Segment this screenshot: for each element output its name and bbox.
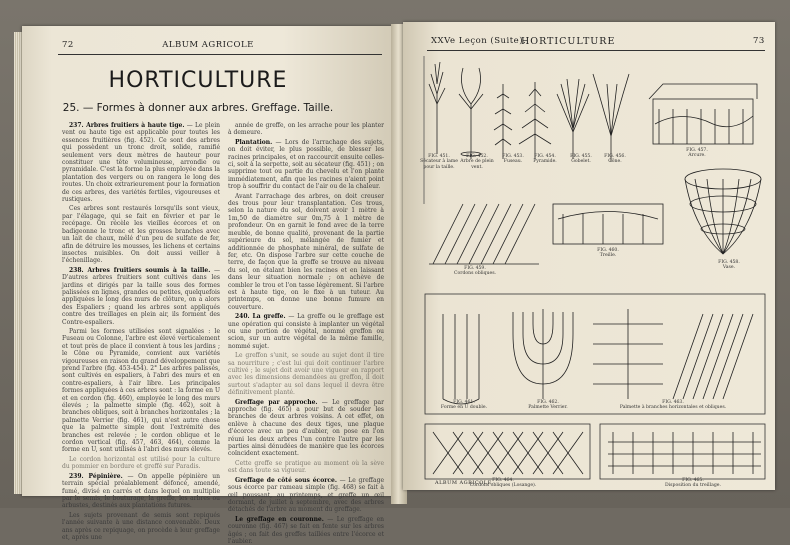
losange-cordons-illustration	[433, 432, 583, 474]
open-book	[8, 6, 782, 545]
plein-vent-tree-illustration	[429, 62, 483, 159]
paragraph: Le cordon horizontal est utilisé pour la culture du pommier en bordure et greffé sur Paradis.	[62, 455, 220, 471]
page-footer: ALBUM AGRICOLE.	[435, 480, 494, 486]
right-running-head: XXVe Leçon (Suite).	[431, 36, 527, 46]
paragraph: 238. Arbres fruitiers soumis à la taille. — D'autres arbres fruitiers sont cultivés dans les jardins et dirigés par la taille sous des formes palissées en lignes, grandes ou petites, quelquefois appliquées le long des murs de clôture, on a alors des Espaliers ; quand les arbres sont appliqués contre des treillages en plein air, ils forment des Contre-espaliers.	[62, 266, 220, 326]
paragraph: Greffage de côté sous écorce. — Le greffage sous écorce par rameau simple (fig. 468) se fait à œil poussant, au printemps, et greffe un œil dormant, de juillet à septembre, avec des arbres détachés de l'arbre au moment du greffage.	[228, 476, 385, 514]
right-page-title: HORTICULTURE	[521, 36, 616, 47]
gobelet-tree-illustration	[557, 79, 589, 159]
caption-fig-460: FIG. 460. Treille.	[597, 248, 619, 259]
caption-fig-452: FIG. 452. Arbre de plein vent.	[460, 154, 494, 170]
caption-fig-461: FIG. 461. Forme en U double.	[440, 400, 488, 411]
u-double-form-illustration	[443, 314, 479, 404]
caption-fig-457: FIG. 457. Arcure.	[686, 148, 708, 159]
paragraph: Ces arbres sont restaurés lorsqu'ils sont vieux, par l'élagage, qui se fait en février et par le recépage. On récèle les vieilles écorces et on badigeonne le tronc et les grosses branches avec un lait de chaux, mêlé d'un peu de sulfate de fer, afin de détruire les mousses, les lichens et certains insectes nuisibles. On doit aussi veiller à l'échenillage.	[62, 205, 220, 265]
caption-fig-451: FIG. 451. Sécateur à lame pour la taille.	[420, 154, 458, 170]
text-column-2	[228, 122, 385, 545]
paragraph: 237. Arbres fruitiers à haute tige. — Le plein vent ou haute tige est applicable pour toutes les essences fruitières (fig. 452). Ce sont des arbres qui possèdent un tronc droit, solide, ramifié seulement vers deux mètres de hauteur pour constituer une tête volumineuse, arrondie ou pyramidale. C'est la forme la plus employée dans la plantation des vergers ou on rangera le long des routes. Un choix extrarieurement pour la formation de ces arbres, des variétés fertiles, vigoureuses et rustiques.	[62, 122, 220, 204]
lesson-heading: 25. — Formes à donner aux arbres. Greffage. Taille.	[62, 102, 334, 114]
paragraph: année de greffe, on les arrache pour les planter à demeure.	[228, 122, 384, 137]
pyramide-tree-illustration	[519, 82, 551, 159]
header-rule	[427, 50, 765, 51]
page-title: HORTICULTURE	[108, 68, 288, 93]
paragraph: 239. Pépinière. — On appelle pépinière un terrain spécial préalablement défoncé, amendé, fumé, divisé en carrés et dans lequel on multiplie par le semis, le bouturage, la greffe, les arbres ou arbustes, destinés aux plantations futures.	[62, 472, 220, 510]
right-page-number: 73	[753, 36, 765, 46]
treille-illustration	[553, 204, 663, 244]
text-column-1	[62, 122, 220, 541]
cone-tree-illustration	[593, 74, 629, 162]
left-page-number: 72	[62, 40, 74, 50]
caption-fig-462: FIG. 462. Palmette Verrier.	[528, 400, 568, 411]
paragraph: Cette greffe se pratique au moment où la sève est dans toute sa vigueur.	[228, 459, 384, 475]
treillage-illustration	[608, 432, 761, 474]
caption-fig-456: FIG. 456. Cône.	[604, 154, 626, 165]
arcure-wall-illustration	[649, 84, 757, 144]
caption-fig-465: FIG. 465. Disposition du treillage.	[665, 478, 721, 489]
caption-fig-459: FIG. 459. Cordons obliques.	[453, 266, 497, 277]
paragraph: Greffage par approche. — Le greffage par approche (fig. 465) a pour but de souder les branches de deux arbres voisins. A cet effet, on enlève à chacune des deux tiges, une plaque d'écorce avec un peu d'aubier, on pose en l'on réuni les deux arbres l'un contre l'autre par les parties ainsi dénudées de manière que les écorces coïncident exactement.	[228, 398, 384, 458]
caption-fig-453: FIG. 453. Fuseau.	[502, 154, 524, 165]
palmette-horizontale-illustration	[593, 309, 753, 399]
palmette-verrier-illustration	[513, 309, 573, 399]
vase-illustration	[685, 169, 761, 254]
caption-fig-458: FIG. 458. Vase.	[718, 260, 740, 271]
header-rule	[58, 54, 382, 55]
caption-fig-463: FIG. 463. Palmette à branches horizontales et obliques.	[619, 400, 727, 411]
paragraph: Avant l'arrachage des arbres, on doit creuser des trous pour leur transplantation. Ces trous, selon la nature du sol, doivent avoir 1 mètre à 1m,50 de diamètre sur 0m,75 à 1 mètre de profondeur. On en garnit le fond avec de la terre meuble, de bonne qualité, provenant de la partie supérieure du sol, mélangée de fumier et additionnée de phosphate minéral, de sulfate de fer, etc. On dispose l'arbre sur cette couche de terre, de façon que la greffe se trouve au niveau du sol, on étalant bien les racines et en laissant dans leur situation normale ; on achève de combler le trou et l'on tasse légèrement. Si l'arbre est à haute tige, on le fixe à un tuteur. Au printemps, on donne une bonne fumure en couverture.	[228, 192, 384, 311]
paragraph: 240. La greffe. — La greffe ou le greffage est une opération qui consiste à implanter un végétal ou une portion de végétal, nommé greffon ou scion, sur un autre végétal de la même famille, nommé sujet.	[228, 313, 384, 350]
cordons-obliques-illustration	[429, 204, 539, 264]
caption-fig-455: FIG. 455. Gobelet.	[570, 154, 592, 165]
paragraph: Parmi les formes utilisées sont signalées : le Fuseau ou Colonne, l'arbre est élevé verticalement et tout près de place il convient à tous les jardins ; le Cône ou Pyramide, convient aux variétés vigoureuses en raison du grand développement que prend l'arbre (fig. 453-454). 2° Les arbres palissés, sont cultivés en espaliers, à l'abri des murs et en contre-espaliers, à l'air libre. Les principales formes appliquées à ces arbres sont : la forme en U et en cordon (fig. 460), employée le long des murs élevés ; la palmette simple (fig. 462), soit à branches obliques, soit à branches horizontales ; la palmette Verrier (fig. 461), qui n'est autre chose que la palmette simple dont l'extrémité des branches est relevée ; le cordon oblique et le cordon vertical (fig. 457, 463, 464), comme la forme en U, sont utilisés à l'abri des murs élevés.	[62, 327, 220, 454]
fuseau-tree-illustration	[494, 84, 512, 159]
paragraph: Plantation. — Lors de l'arrachage des sujets, on doit éviter, le plus possible, de blesser les racines principales, et on raccourcit ensuite celles-ci, soit à la serpette, soit au sécateur (fig. 451) ; on supprime tout ou partie du chevelu et l'on plante immédiatement, afin que les racines n'aient point trop à souffrir du contact de l'air ou de la chaleur.	[228, 138, 384, 191]
left-running-head: ALBUM AGRICOLE	[162, 40, 254, 50]
paragraph: Le greffon s'unit, se soude au sujet dont il tire sa nourriture ; c'est lui qui doit continuer l'arbre cultivé ; le sujet doit avoir une vigueur en rapport avec les dimensions demandées au greffon, il doit surtout s'adapter au sol dans lequel il devra être définitivement planté.	[228, 352, 384, 397]
right-page	[403, 22, 775, 490]
caption-fig-454: FIG. 454. Pyramide.	[533, 154, 557, 165]
paragraph: Les sujets provenant de semis sont repiqués l'année suivante à une distance convenable. Deux ans après ce repiquage, on procède à leur greffage et, après une	[62, 511, 220, 541]
left-page	[22, 26, 394, 545]
caption-fig-464: FIG. 464. Cordons obliques (Losange).	[469, 478, 537, 489]
paragraph: Le greffage en couronne. — Le greffage en couronne (fig. 467) se fait en fente sur les arbres âgés ; on fait des greffes taillées entre l'écorce et l'aubier.	[228, 515, 384, 545]
